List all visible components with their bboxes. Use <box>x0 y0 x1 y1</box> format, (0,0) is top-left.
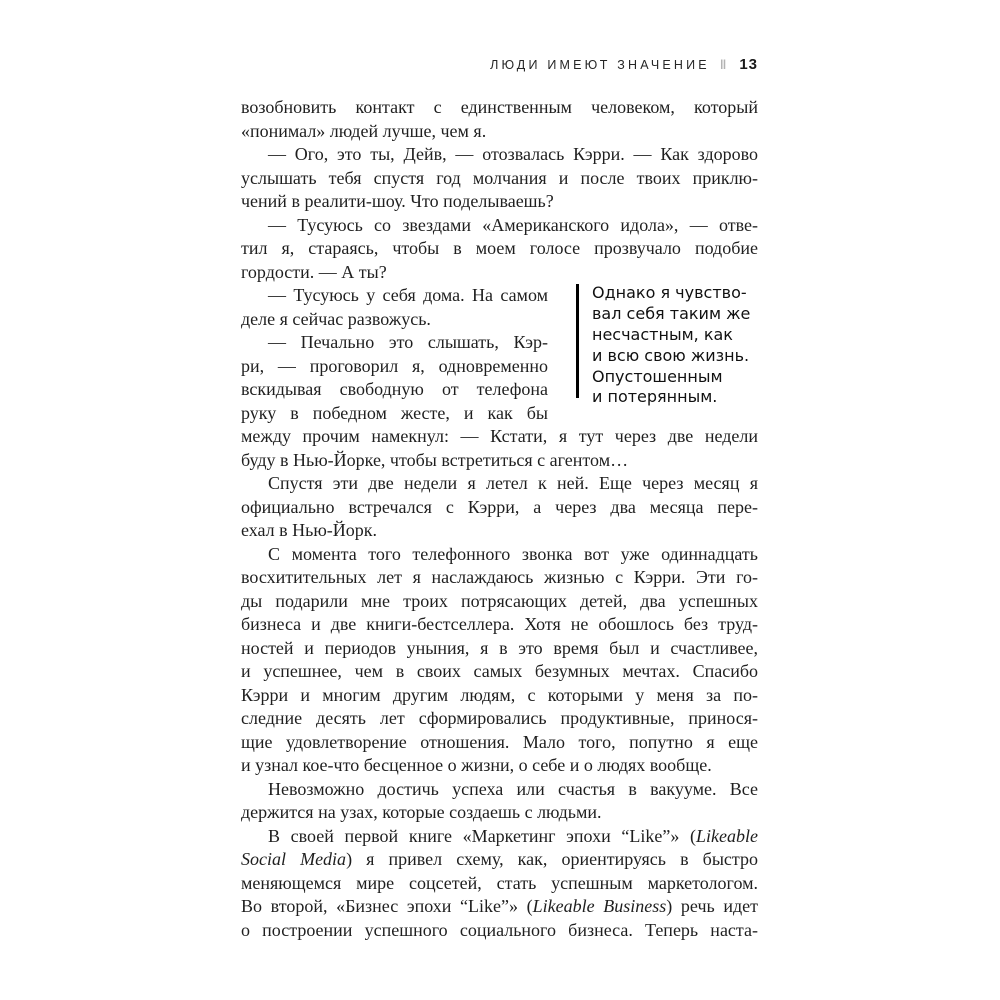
body-text-line: меняющемся мире соцсетей, стать успешным маркетологом. <box>241 872 758 893</box>
body-text-line: услышать тебя спустя год молчания и после твоих приклю- <box>241 167 758 188</box>
body-text-line: — Тусуюсь у себя дома. На самом <box>268 285 548 305</box>
body-text-line: официально встречался с Кэрри, а через два месяца пере- <box>241 496 758 517</box>
body-text-line: «понимал» людей лучше, чем я. <box>241 120 487 141</box>
body-text-line: руку в победном жесте, и как бы <box>241 402 548 423</box>
body-text-line: Во второй, «Бизнес эпохи “Like”» (Likeable Business) речь идет <box>241 896 758 916</box>
body-text-line: между прочим намекнул: — Кстати, я тут через две недели <box>241 426 758 446</box>
body-text-line: Кэрри и многим другим людям, с которыми у меня за по- <box>241 684 758 705</box>
body-text-line: следние десять лет сформировались продуктивные, принося- <box>241 708 758 728</box>
body-text-line: ностей и периодов уныния, я в это время был и счастливее, <box>241 637 758 658</box>
running-title: ЛЮДИ ИМЕЮТ ЗНАЧЕНИЕ <box>490 58 710 72</box>
pull-quote-bar <box>576 284 579 398</box>
pull-quote-line: и всю свою жизнь. <box>592 345 750 365</box>
body-text-line: ри, — проговорил я, одновременно <box>241 355 548 376</box>
body-text-line: и узнал кое-что бесценное о жизни, о себе и о людях вообще. <box>241 755 712 775</box>
body-text-line: Невозможно достичь успеха или счастья в вакууме. Все <box>268 778 758 799</box>
body-text-line: держится на узах, которые создаешь с людьми. <box>241 802 602 822</box>
body-text-line: восхитительных лет я наслаждаюсь жизнью с Кэрри. Эти го- <box>241 567 758 587</box>
body-text-line: бизнеса и две книги-бестселлера. Хотя не обошлось без труд- <box>241 614 758 634</box>
body-text-line: В своей первой книге «Маркетинг эпохи “Like”» (Likeable <box>268 825 758 846</box>
pull-quote-line: Однако я чувство- <box>592 283 747 302</box>
body-text-line: буду в Нью-Йорке, чтобы встретиться с агентом… <box>241 449 629 470</box>
body-text-line: Спустя эти две недели я летел к ней. Еще через месяц я <box>268 473 758 493</box>
body-text-line: — Печально это слышать, Кэр- <box>268 332 548 352</box>
pull-quote-line: Опустошенным <box>592 366 723 386</box>
pull-quote-line: несчастным, как <box>592 324 733 344</box>
body-text-line: и успешнее, чем в своих самых безумных мечтах. Спасибо <box>241 661 758 681</box>
body-text-line: деле я сейчас развожусь. <box>241 308 431 329</box>
body-text-line: тил я, стараясь, чтобы в моем голосе прозвучало подобие <box>241 238 758 258</box>
body-text-line: о построении успешного социального бизнеса. Теперь наста- <box>241 919 758 940</box>
body-text-line: Social Media) я привел схему, как, ориентируясь в быстро <box>241 849 758 869</box>
running-header <box>241 56 758 73</box>
body-text-line: ды подарили мне троих потрясающих детей, два успешных <box>241 590 758 611</box>
pull-quote-line: и потерянным. <box>592 387 718 407</box>
pull-quote-text <box>592 283 768 408</box>
body-text-line: ехал в Нью-Йорк. <box>241 520 378 540</box>
body-text-line: щие удовлетворение отношения. Мало того, попутно я еще <box>241 731 758 752</box>
body-text-line: — Ого, это ты, Дейв, — отозвалась Кэрри. — Как здорово <box>268 144 758 164</box>
body-text <box>241 96 758 942</box>
body-text-line: вскидывая свободную от телефона <box>241 379 548 399</box>
body-text-line: возобновить контакт с единственным человеком, который <box>241 97 758 117</box>
pull-quote-line: вал себя таким же <box>592 303 751 323</box>
body-text-line: гордости. — А ты? <box>241 261 387 282</box>
body-text-line: чений в реалити-шоу. Что поделываешь? <box>241 191 554 211</box>
body-text-line: — Тусуюсь со звездами «Американского идола», — отве- <box>268 214 758 235</box>
header-separator-icon: ‖ <box>719 57 727 72</box>
body-text-line: С момента того телефонного звонка вот уже одиннадцать <box>268 543 758 564</box>
page-number: 13 <box>739 56 758 73</box>
